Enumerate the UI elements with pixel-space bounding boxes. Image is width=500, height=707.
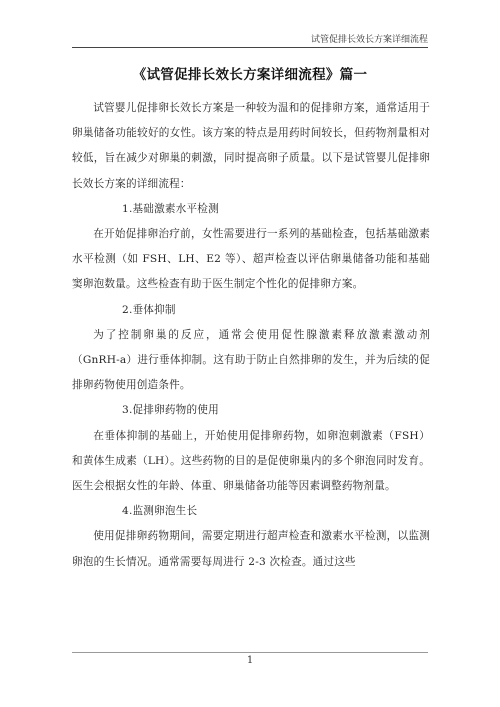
section-paragraph: 在开始促排卵治疗前，女性需要进行一系列的基础检查，包括基础激素水平检测（如 FSH、LH、E2 等）、超声检查以评估卵巢储备功能和基础窦卵泡数量。这些检查有助于医生制定个性化的促排卵方案。 <box>72 228 430 291</box>
document-title: 《试管促排长效长方案详细流程》篇一 <box>132 67 368 83</box>
section-heading: 4.监测卵泡生长 <box>122 505 198 518</box>
section-paragraph: 在垂体抑制的基础上，开始使用促排卵药物，如卵泡刺激素（FSH）和黄体生成素（LH）。这些药物的目的是促使卵巢内的多个卵泡同时发育。医生会根据女性的年龄、体重、卵巢储备功能等因素调整药物剂量。 <box>72 429 430 493</box>
section-heading: 1.基础激素水平检测 <box>122 202 219 215</box>
section-heading: 2.垂体抑制 <box>122 303 176 316</box>
footer-divider <box>72 652 428 653</box>
section-paragraph: 为了控制卵巢的反应，通常会使用促性腺激素释放激素激动剂（GnRH-a）进行垂体抑制。这有助于防止自然排卵的发生，并为后续的促排卵药物使用创造条件。 <box>72 328 430 392</box>
running-header: 试管促排长效长方案详细流程 <box>310 35 428 45</box>
page-number: 1 <box>246 655 254 666</box>
header-divider <box>72 47 428 48</box>
document-body <box>72 96 430 575</box>
section-paragraph: 使用促排卵药物期间，需要定期进行超声检查和激素水平检测，以监测卵泡的生长情况。通常需要每周进行 2-3 次检查。通过这些 <box>72 530 430 568</box>
intro-paragraph: 试管婴儿促排卵长效长方案是一种较为温和的促排卵方案，通常适用于卵巢储备功能较好的女性。该方案的特点是用药时间较长，但药物剂量相对较低，旨在减少对卵巢的刺激，同时提高卵子质量。以下是试管婴儿促排卵长效长方案的详细流程： <box>72 102 430 190</box>
section-heading: 3.促排卵药物的使用 <box>122 404 219 417</box>
